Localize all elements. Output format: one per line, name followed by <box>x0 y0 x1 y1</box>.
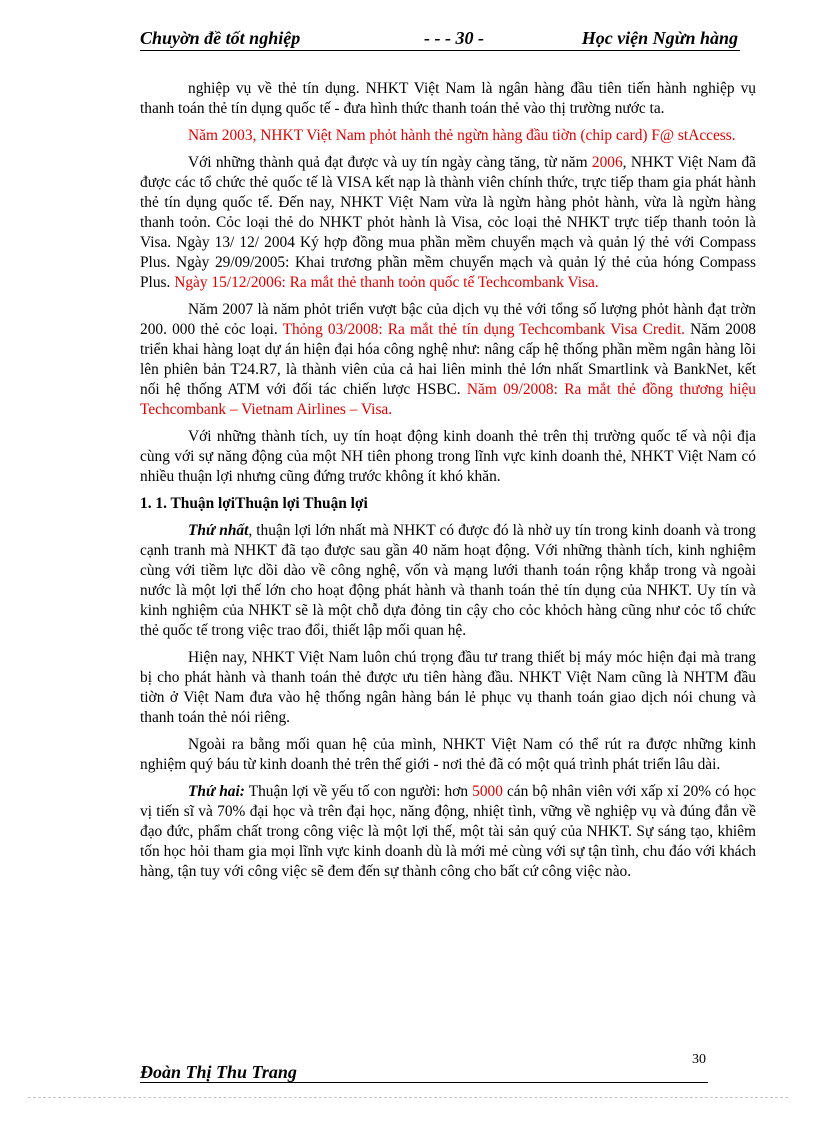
p4-highlight-1: Thỏng 03/2008: Ra mắt thẻ tín dụng Techcombank Visa Credit. <box>282 321 685 338</box>
paragraph-5: Với những thành tích, uy tín hoạt động kinh doanh thẻ trên thị trường quốc tế và nội địa cùng với sự năng động của một NH tiên phong trong lĩnh vực kinh doanh thẻ, NHKT Việt Nam có nhiều thuận lợi nhưng cũng đứng trước không ít khó khăn. <box>140 428 756 485</box>
p3-highlight: Ngày 15/12/2006: Ra mắt thẻ thanh toỏn quốc tế Techcombank Visa. <box>174 274 599 291</box>
paragraph-6 <box>140 521 756 641</box>
document-body <box>140 79 756 889</box>
p9-lead: Thứ hai: <box>188 783 245 800</box>
p3-text-b: , NHKT Việt Nam đã được các tổ chức thẻ quốc tế là VISA kết nạp là thành viên chính thức, trực tiếp tham gia phát hành thẻ tín dụng quốc tế. Đến nay, NHKT Việt Nam vừa là ngừn hàng phỏt hành, vừa là ngừn hàng thanh toỏn. Cỏc loại thẻ do NHKT phỏt hành là Visa, cỏc loại thẻ NHKT trực tiếp thanh toỏn là Visa. Ngày 13/ 12/ 2004 Ký hợp đồng mua phần mềm chuyển mạch và quản lý thẻ với Compass Plus. Ngày 29/09/2005: Khai trương phần mềm chuyển mạch và quản lý thẻ của hóng Compass Plus. <box>140 154 756 291</box>
section-heading: 1. 1. Thuận lợiThuận lợi Thuận lợi <box>140 495 368 512</box>
p4-text-a: Năm 2007 là năm phỏt triển vượt bậc của dịch vụ thẻ với tổng số lượng phỏt hành đạt trờn 200. 000 thẻ cỏc loại. <box>140 301 756 338</box>
footer-author: Đoàn Thị Thu Trang <box>140 1062 297 1082</box>
paragraph-2-highlight: Năm 2003, NHKT Việt Nam phỏt hành thẻ ngừn hàng đầu tiờn (chip card) F@ stAccess. <box>188 127 736 144</box>
p4-highlight-2: Năm 09/2008: Ra mắt thẻ đồng thương hiệu Techcombank – Vietnam Airlines – Visa. <box>140 381 756 418</box>
p3-year: 2006 <box>591 154 623 171</box>
p4-text-b: Năm 2008 triển khai hàng loạt dự án hiện đại hóa công nghệ như: nâng cấp hệ thống phần mềm ngân hàng lõi lên phiên bản T24.R7, là thành viên của cả hai liên minh thẻ lớn nhất Smartlink và BankNet, kết nối hệ thống ATM với đối tác chiến lược HSBC. <box>140 321 756 398</box>
paragraph-8: Ngoài ra bằng mối quan hệ của mình, NHKT Việt Nam có thể rút ra được những kinh nghiệm quý báu từ kinh doanh thẻ trên thế giới - nơi thẻ đã có một quá trình phát triển lâu dài. <box>140 736 756 773</box>
header-left: Chuyờn đề tốt nghiệp <box>140 28 301 48</box>
p9-number: 5000 <box>472 783 503 800</box>
p9-text-a: Thuận lợi về yếu tố con người: hơn <box>244 783 473 800</box>
paragraph-1: nghiệp vụ về thẻ tín dụng. NHKT Việt Nam là ngân hàng đầu tiên tiến hành nghiệp vụ thanh toán thẻ tín dụng quốc tế - đưa hình thức thanh toán thẻ vào thị trường nước ta. <box>140 80 756 117</box>
paragraph-4 <box>140 300 756 420</box>
page-header <box>140 26 740 51</box>
p6-lead: Thứ nhất <box>188 522 249 539</box>
paragraph-9 <box>140 782 756 882</box>
paragraph-3 <box>140 153 756 293</box>
header-center: - - - 30 - <box>424 28 484 48</box>
page-boundary-divider <box>28 1097 788 1098</box>
p6-text: , thuận lợi lớn nhất mà NHKT có được đó là nhờ uy tín trong kinh doanh và trong cạnh tranh mà NHKT đã tạo được sau gần 40 năm hoạt động. Với những thành tích, kinh nghiệm cùng với tiềm lực dồi dào về công nghệ, vốn và mạng lưới thanh toán rộng khắp trong và ngoài nước là một lợi thế lớn cho hoạt động phát hành và thanh toán thẻ tín dụng của NHKT. Uy tín và kinh nghiệm của NHKT sẽ là một chỗ dựa đỏng tin cậy cho cỏc khỏch hàng cũng như cỏc tổ chức thẻ quốc tế trong việc trao đổi, thiết lập mối quan hệ. <box>140 522 756 639</box>
paragraph-7: Hiện nay, NHKT Việt Nam luôn chú trọng đầu tư trang thiết bị máy móc hiện đại mà trang bị cho phát hành và thanh toán thẻ được ưu tiên hàng đầu. NHKT Việt Nam cũng là NHTM đầu tiờn ở Việt Nam đưa vào hệ thống ngân hàng bán lẻ phục vụ thanh toán giao dịch nói chung và thanh toán thẻ nói riêng. <box>140 649 756 726</box>
header-right: Học viện Ngừn hàng <box>581 28 738 48</box>
page-number: 30 <box>692 1052 706 1067</box>
p3-text-a: Với những thành quả đạt được và uy tín ngày càng tăng, từ năm <box>188 154 592 171</box>
page-footer <box>140 1062 708 1083</box>
p9-text-b: cán bộ nhân viên với xấp xỉ 20% có học vị tiến sĩ và 70% đại học và trên đại học, năng động, nhiệt tình, vững về nghiệp vụ và đúng đắn về đạo đức, phẩm chất trong công việc là một lợi thế, một tài sản quý của NHKT. Sự sáng tạo, khiêm tốn học hỏi tham gia mọi lĩnh vực kinh doanh dù là mới mẻ cùng với sự tận tình, chu đáo với khách hàng, tận tuy với công việc sẽ đem đến sự thành công cho bất cứ công việc nào. <box>140 783 756 880</box>
